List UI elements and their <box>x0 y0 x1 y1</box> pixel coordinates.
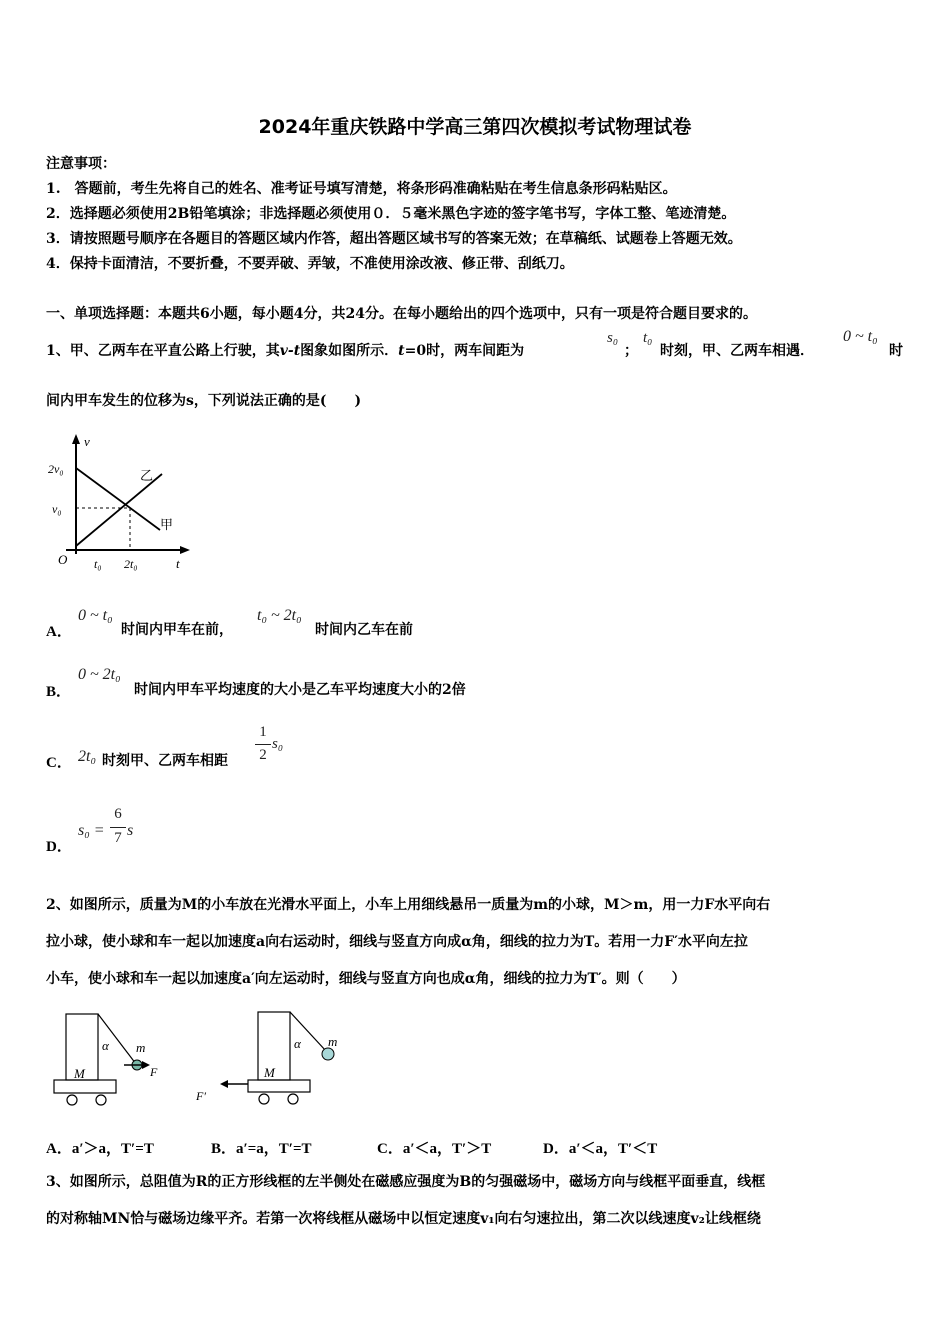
M-label: M <box>74 1066 85 1081</box>
line-yi <box>76 474 162 546</box>
option-a-label: A． <box>46 624 72 640</box>
option-c-label: C． <box>46 755 72 771</box>
M-label: M <box>264 1065 275 1080</box>
option-d-math: s₀ = <box>78 822 105 839</box>
q1-sep: ； <box>624 343 638 359</box>
wheel <box>67 1095 77 1105</box>
option-b-math: 0 ~ 2t₀ <box>78 666 121 683</box>
x-tick-t0: t₀ <box>94 557 102 571</box>
origin-label: O <box>58 552 68 567</box>
t-axis-arrow <box>180 546 190 554</box>
frac-num: 6 <box>114 806 122 822</box>
m-label: m <box>136 1040 146 1055</box>
q2-option-c: C．a′＜a，T′＞T <box>377 1141 492 1157</box>
q3-line: 3、如图所示，总阻值为R的正方形线框的左半侧处在磁感应强度为B的匀强磁场中，磁场方向与线框平面垂直，线框 <box>46 1174 766 1190</box>
option-a-text: 时间内甲车在前， <box>121 622 233 638</box>
option-a-math: 0 ~ t₀ <box>78 607 113 624</box>
v-axis-label: v <box>84 434 90 449</box>
q1-vt: v-t <box>279 343 301 359</box>
q2-line: 拉小球，使小球和车一起以加速度a向右运动时，细线与竖直方向成α角，细线的拉力为T。若用一力F′水平向左拉 <box>46 934 748 950</box>
cart-figure-left <box>44 1004 174 1114</box>
vt-graph <box>44 432 204 577</box>
t-axis-label: t <box>176 556 180 571</box>
Fp-label: F′ <box>196 1089 206 1103</box>
notice-heading: 注意事项： <box>46 156 116 172</box>
option-c-math: s₀ <box>272 736 284 752</box>
frac-den: 2 <box>259 747 267 763</box>
option-b-text: 时间内甲车平均速度的大小是乙车平均速度大小的2倍 <box>134 682 466 698</box>
label-yi: 乙 <box>140 468 154 483</box>
option-a-text: 时间内乙车在前 <box>315 622 413 638</box>
notice-item: 3．请按照题号顺序在各题目的答题区域内作答，超出答题区域书写的答案无效；在草稿纸、试题卷上答题无效。 <box>46 231 742 247</box>
y-tick-v0: v₀ <box>52 502 62 516</box>
q1-text: 图象如图所示． <box>300 343 399 359</box>
option-d-math: s <box>127 822 134 839</box>
wheel <box>259 1094 269 1104</box>
q1-text: 时 <box>889 343 903 359</box>
q2-line: 小车，使小球和车一起以加速度a′向左运动时，细线与竖直方向也成α角，细线的拉力为T′。则（ ） <box>46 971 686 987</box>
page-title: 2024年重庆铁路中学高三第四次模拟考试物理试卷 <box>258 116 692 138</box>
option-b-label: B． <box>46 684 72 700</box>
math-s0: s₀ <box>607 330 619 346</box>
option-c-math: 2t₀ <box>78 748 97 765</box>
q2-line: 2、如图所示，质量为M的小车放在光滑水平面上，小车上用细线悬吊一质量为m的小球，M＞m，用一力F水平向右 <box>46 897 771 913</box>
frac-bar <box>110 827 126 828</box>
label-jia: 甲 <box>160 517 174 532</box>
math-t0: t₀ <box>643 330 653 346</box>
m-label: m <box>328 1034 338 1049</box>
option-a-math: t₀ ~ 2t₀ <box>257 607 302 624</box>
notice-item: 4．保持卡面清洁，不要折叠，不要弄破、弄皱，不准使用涂改液、修正带、刮纸刀。 <box>46 256 574 272</box>
v-axis-arrow <box>72 434 80 444</box>
wheel <box>288 1094 298 1104</box>
section-heading: 一、单项选择题：本题共6小题，每小题4分，共24分。在每小题给出的四个选项中，只有一项是符合题目要求的。 <box>46 306 757 322</box>
q2-option-a: A．a′＞a，T′=T <box>46 1141 154 1157</box>
wheel <box>96 1095 106 1105</box>
q1-text: =0时，两车间距为 <box>404 343 525 359</box>
option-c-text: 时刻甲、乙两车相距 <box>102 753 228 769</box>
F-label: F <box>150 1065 158 1079</box>
ball <box>322 1048 334 1060</box>
option-d-label: D． <box>46 839 72 855</box>
cart-body <box>54 1080 116 1093</box>
math-range: 0 ~ t₀ <box>843 328 878 345</box>
q1-text: 1、甲、乙两车在平直公路上行驶，其 <box>46 343 280 359</box>
frac-bar <box>255 744 271 745</box>
q1-text: 时刻，甲、乙两车相遇． <box>660 343 814 359</box>
q1-stem <box>46 340 524 360</box>
cart-figure-right <box>194 1004 354 1114</box>
q1-line2: 间内甲车发生的位移为s，下列说法正确的是( ) <box>46 393 362 409</box>
q2-option-b: B．a′=a，T′=T <box>211 1141 312 1157</box>
q1-t: t <box>398 343 405 359</box>
force-arrowhead <box>142 1061 150 1069</box>
cart-body <box>248 1080 310 1092</box>
notice-item: 1. 答题前，考生先将自己的姓名、准考证号填写清楚，将条形码准确粘贴在考生信息条形码粘贴区。 <box>46 181 677 197</box>
alpha-label: α <box>294 1036 301 1051</box>
frac-den: 7 <box>114 830 122 846</box>
q3-line: 的对称轴MN恰与磁场边缘平齐。若第一次将线框从磁场中以恒定速度v₁向右匀速拉出，第二次以线速度v₂让线框绕 <box>46 1211 761 1227</box>
q2-option-d: D．a′＜a，T′＜T <box>543 1141 658 1157</box>
alpha-label: α <box>102 1038 109 1053</box>
notice-item: 2．选择题必须使用2B铅笔填涂；非选择题必须使用０．５毫米黑色字迹的签字笔书写，字体工整、笔迹清楚。 <box>46 206 736 222</box>
force-arrowhead <box>220 1080 228 1088</box>
x-tick-2t0: 2t₀ <box>124 557 138 571</box>
frac-num: 1 <box>259 724 267 740</box>
y-tick-2v0: 2v₀ <box>48 462 64 476</box>
